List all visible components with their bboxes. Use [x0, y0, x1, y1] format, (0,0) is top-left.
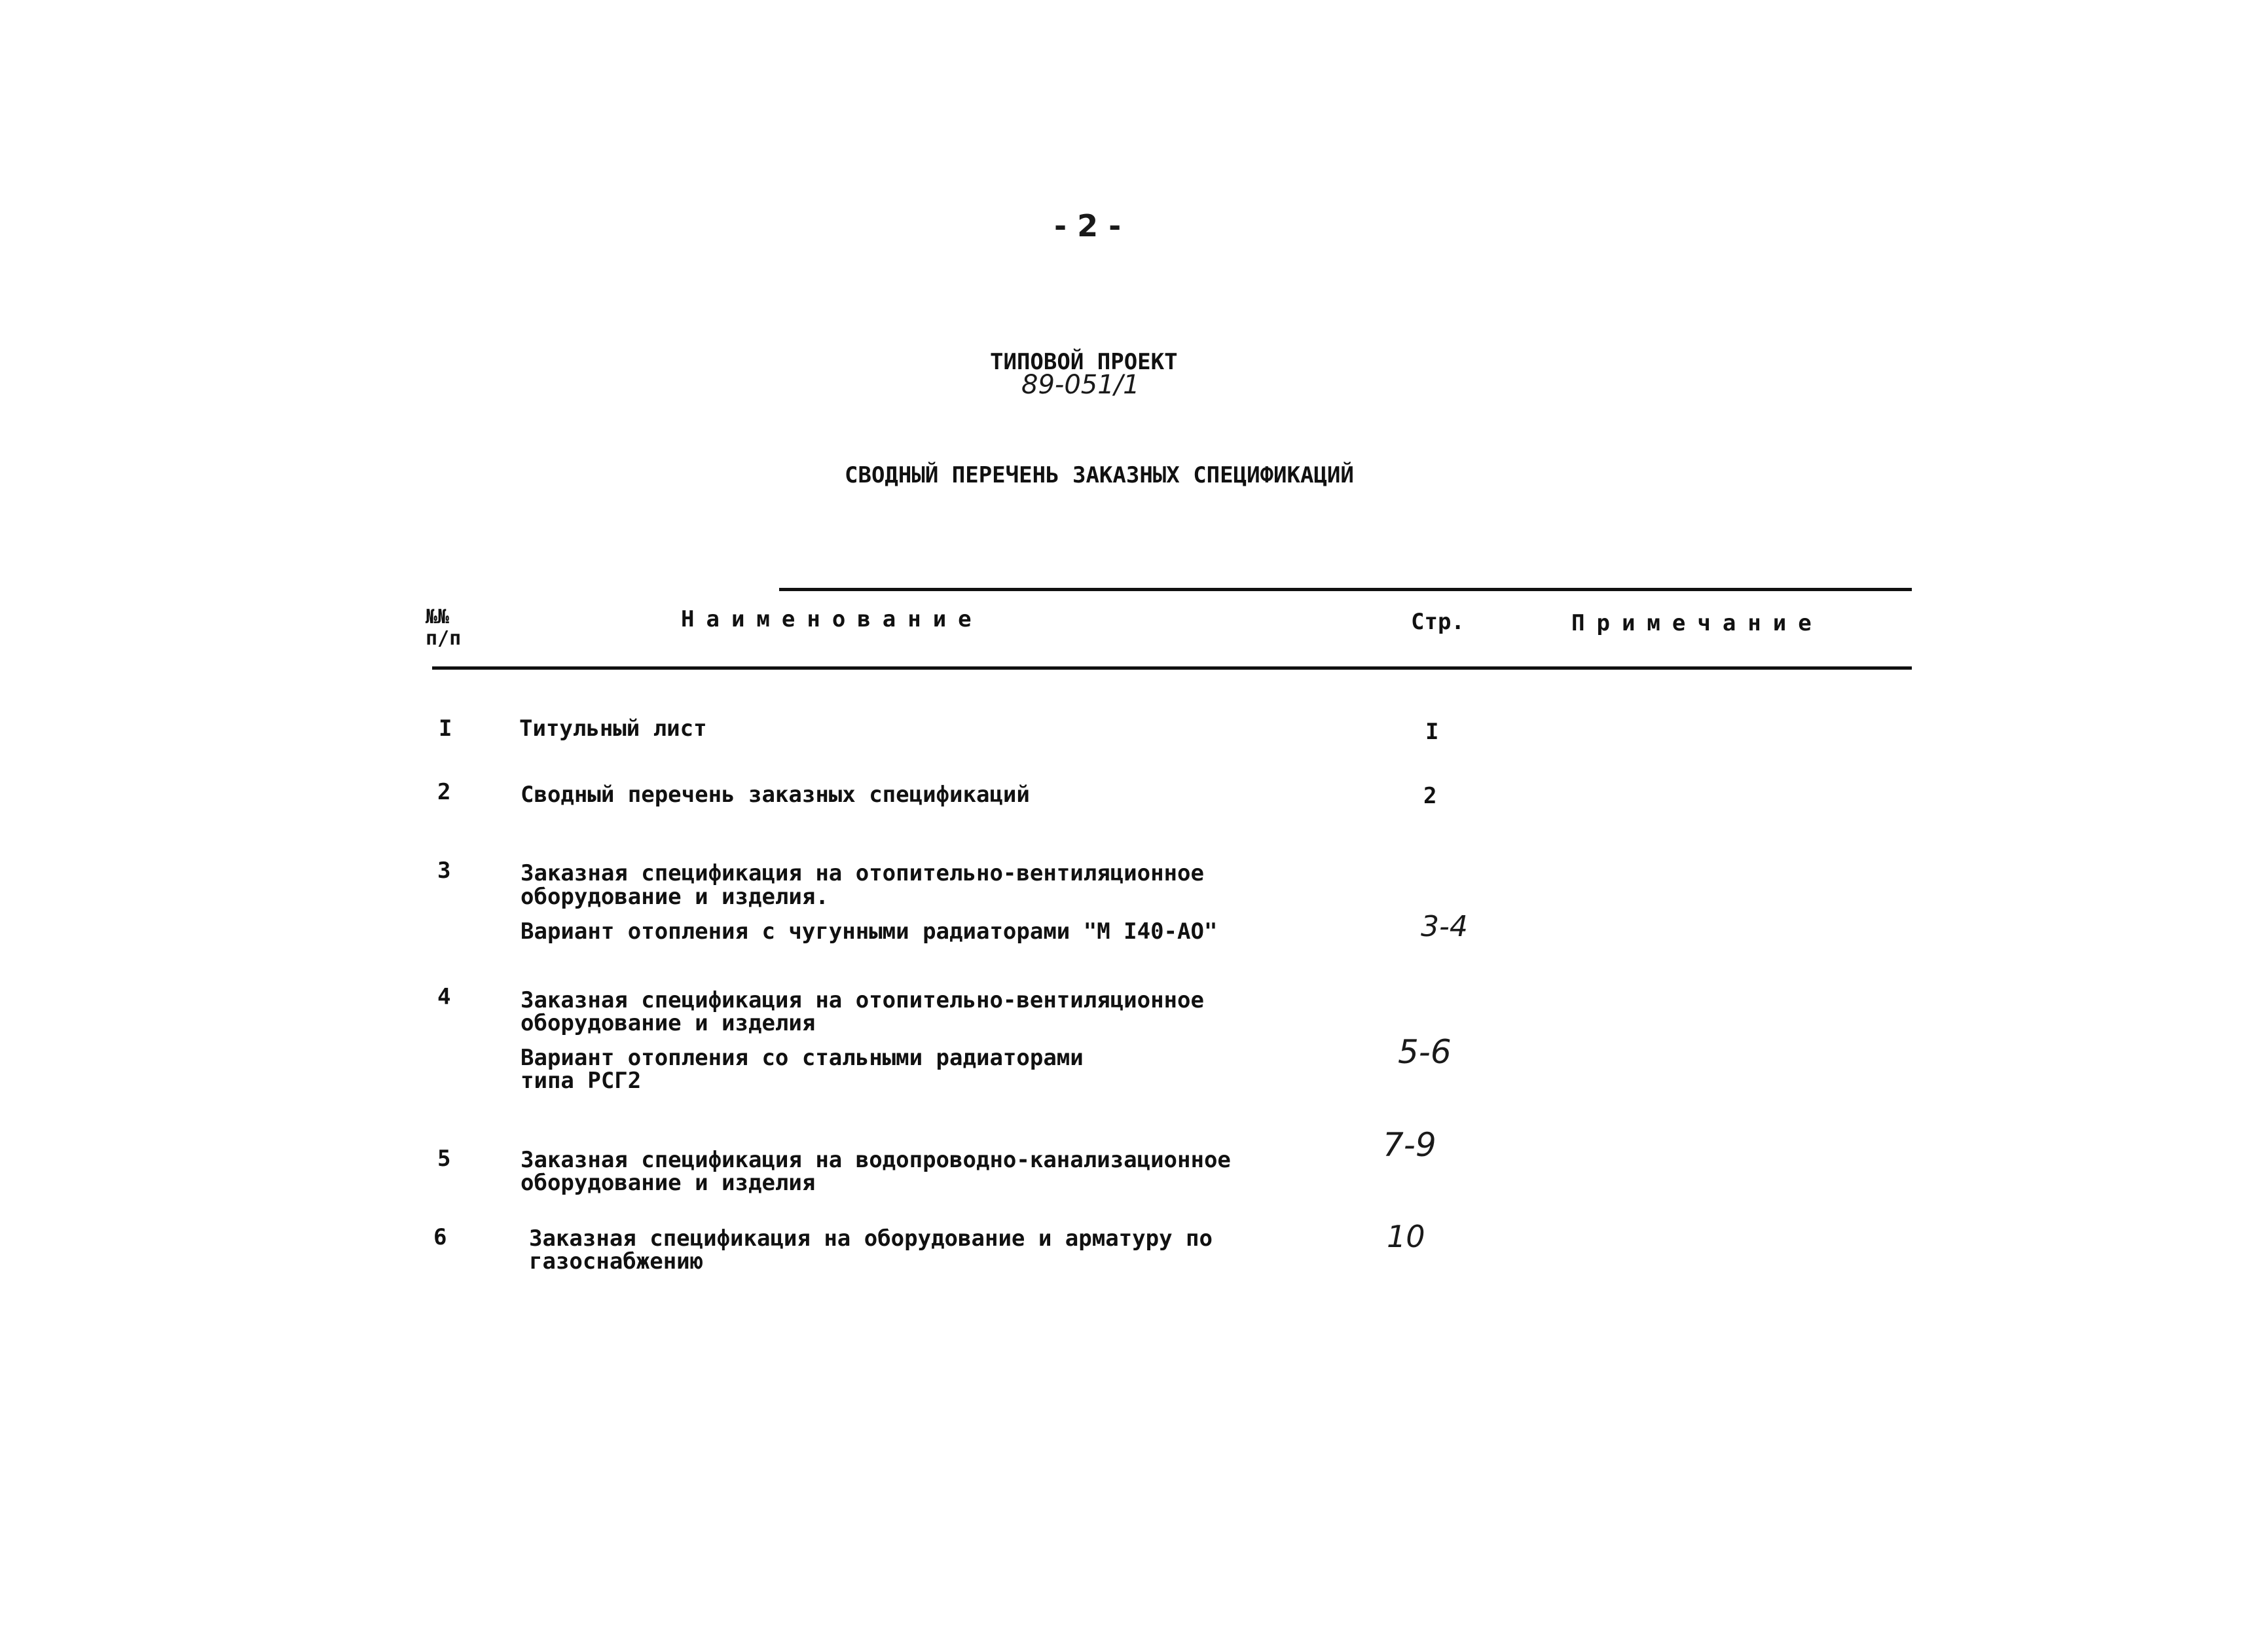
project-number: 89-051/1 — [1021, 370, 1140, 400]
row-number: 2 — [437, 779, 451, 805]
row-name-line: Заказная спецификация на водопроводно-канализационное — [521, 1147, 1231, 1173]
header-page: Стр. — [1411, 609, 1465, 635]
row-page: 2 — [1423, 783, 1437, 809]
header-num-line2: п/п — [426, 627, 462, 650]
row-name-line: Сводный перечень заказных спецификаций — [521, 782, 1030, 808]
row-page: 7-9 — [1383, 1126, 1436, 1164]
row-number: 3 — [437, 858, 451, 884]
page-number: - 2 - — [1054, 208, 1122, 244]
table-header-rule — [432, 666, 1912, 670]
row-page: I — [1425, 719, 1439, 745]
table-top-rule — [779, 588, 1912, 591]
row-name-line: Заказная спецификация на оборудование и арматуру по — [529, 1225, 1213, 1252]
header-num-line1: №№ — [426, 606, 450, 628]
row-name-line: Заказная спецификация на отопительно-вентиляционное — [521, 860, 1204, 886]
row-name-line: Вариант отопления со стальными радиаторами — [521, 1045, 1084, 1071]
header-name: Наименование — [681, 606, 983, 632]
row-name-line: оборудование и изделия. — [521, 884, 829, 910]
row-number: 4 — [437, 984, 451, 1010]
row-name-line: оборудование и изделия — [521, 1010, 816, 1036]
row-name-line: оборудование и изделия — [521, 1170, 816, 1196]
row-page: 5-6 — [1398, 1033, 1452, 1071]
row-page: 3-4 — [1421, 910, 1468, 943]
row-name-line: типа РСГ2 — [521, 1068, 642, 1094]
document-title: СВОДНЫЙ ПЕРЕЧЕНЬ ЗАКАЗНЫХ СПЕЦИФИКАЦИЙ — [845, 462, 1354, 488]
row-page: 10 — [1387, 1219, 1425, 1254]
row-number: I — [439, 716, 452, 742]
row-name-line: Титульный лист — [519, 716, 707, 742]
project-label: ТИПОВОЙ ПРОЕКТ — [990, 349, 1178, 375]
row-number: 6 — [433, 1224, 447, 1250]
row-name-line: газоснабжению — [529, 1248, 704, 1275]
row-number: 5 — [437, 1146, 451, 1172]
row-name-line: Заказная спецификация на отопительно-вентиляционное — [521, 987, 1204, 1013]
header-note: Примечание — [1571, 610, 1823, 636]
row-name-line: Вариант отопления с чугунными радиаторами "М I40-АО" — [521, 918, 1218, 945]
